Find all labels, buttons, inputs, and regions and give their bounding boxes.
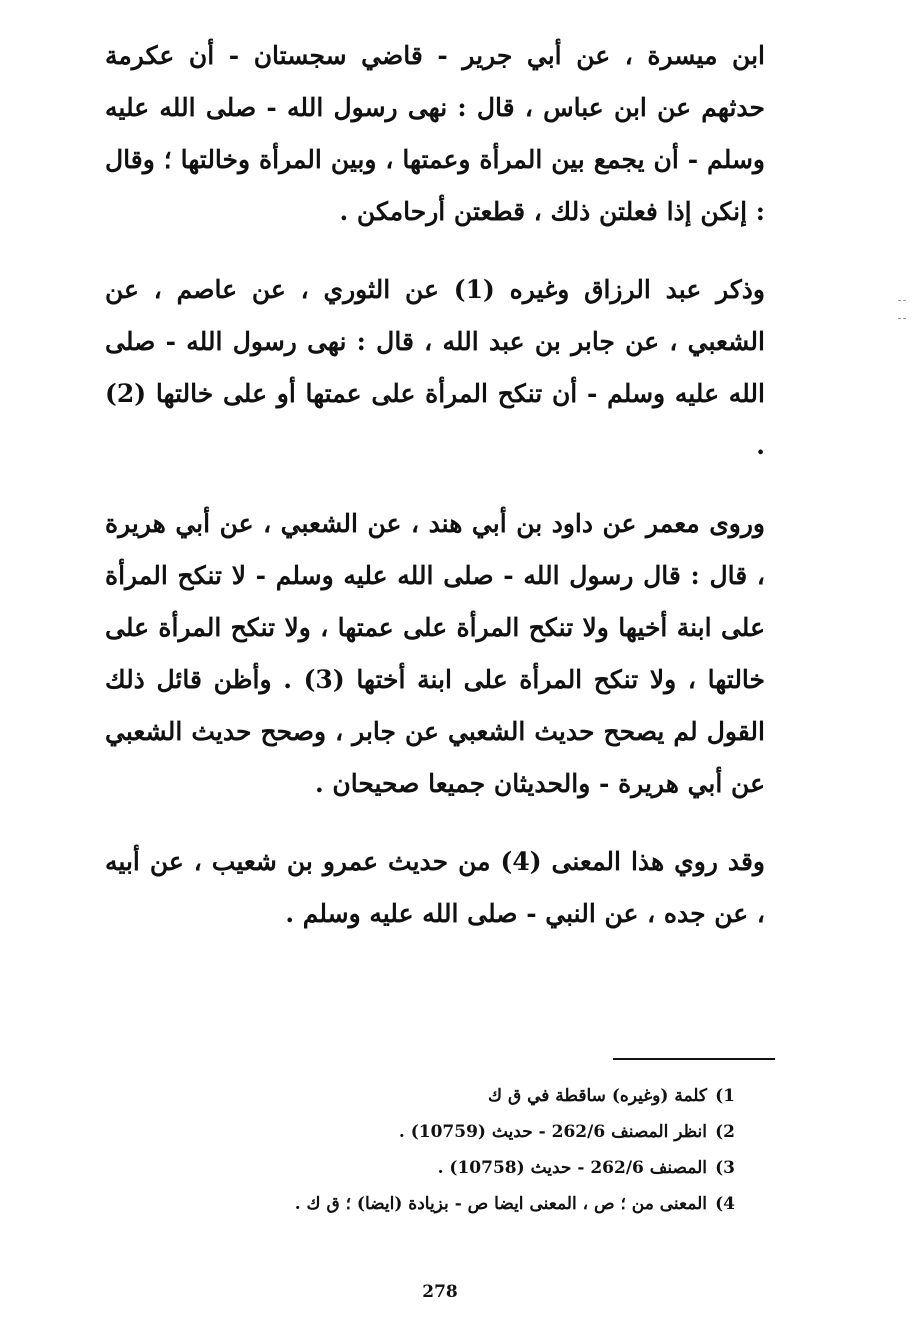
footnote-divider — [613, 1058, 775, 1060]
footnote-number: 2) — [715, 1122, 735, 1142]
footnote-1 — [150, 1078, 735, 1114]
footnote-number: 1) — [715, 1086, 735, 1106]
footnote-2 — [150, 1114, 735, 1150]
paragraph-4: وقد روي هذا المعنى (4) من حديث عمرو بن شعيب ، عن أبيه ، عن جده ، عن النبي - صلى الله عليه وسلم . — [105, 847, 766, 928]
footnote-4 — [150, 1186, 735, 1222]
footnote-text: كلمة (وغيره) ساقطة في ق ك — [488, 1086, 707, 1106]
footnote-text: انظر المصنف 262/6 - حديث (10759) . — [398, 1122, 707, 1142]
paragraph-3: وروى معمر عن داود بن أبي هند ، عن الشعبي ، عن أبي هريرة ، قال : قال رسول الله - صلى الله عليه وسلم - لا تنكح المرأة على ابنة أخيها ولا تنكح المرأة على عمتها ، ولا تنكح المرأة على خالتها ، ولا تنكح المرأة على ابنة أختها (3) . وأظن قائل ذلك القول لم يصحح حديث الشعبي عن جابر ، وصحح حديث الشعبي عن أبي هريرة - والحديثان جميعا صحيحان . — [105, 509, 766, 798]
footnotes-section — [150, 1078, 735, 1222]
main-text-block — [105, 30, 765, 940]
margin-mark — [898, 318, 906, 319]
paragraph-2: وذكر عبد الرزاق وغيره (1) عن الثوري ، عن عاصم ، عن الشعبي ، عن جابر بن عبد الله ، قال : نهى رسول الله - صلى الله عليه وسلم - أن تنكح المرأة على عمتها أو على خالتها (2) . — [105, 275, 765, 460]
footnote-text: المصنف 262/6 - حديث (10758) . — [437, 1158, 707, 1178]
footnote-number: 4) — [715, 1194, 735, 1214]
paragraph-1: ابن ميسرة ، عن أبي جرير - قاضي سجستان - أن عكرمة حدثهم عن ابن عباس ، قال : نهى رسول الله - صلى الله عليه وسلم - أن يجمع بين المرأة وعمتها ، وبين المرأة وخالتها ؛ وقال : إنكن إذا فعلتن ذلك ، قطعتن أرحامكن . — [105, 41, 765, 226]
margin-mark — [898, 300, 906, 301]
footnote-number: 3) — [715, 1158, 735, 1178]
footnote-text: المعنى من ؛ ص ، المعنى ايضا ص - بزيادة (ايضا) ؛ ق ك . — [294, 1194, 707, 1214]
page-number: 278 — [422, 1282, 458, 1302]
footnote-3 — [150, 1150, 735, 1186]
